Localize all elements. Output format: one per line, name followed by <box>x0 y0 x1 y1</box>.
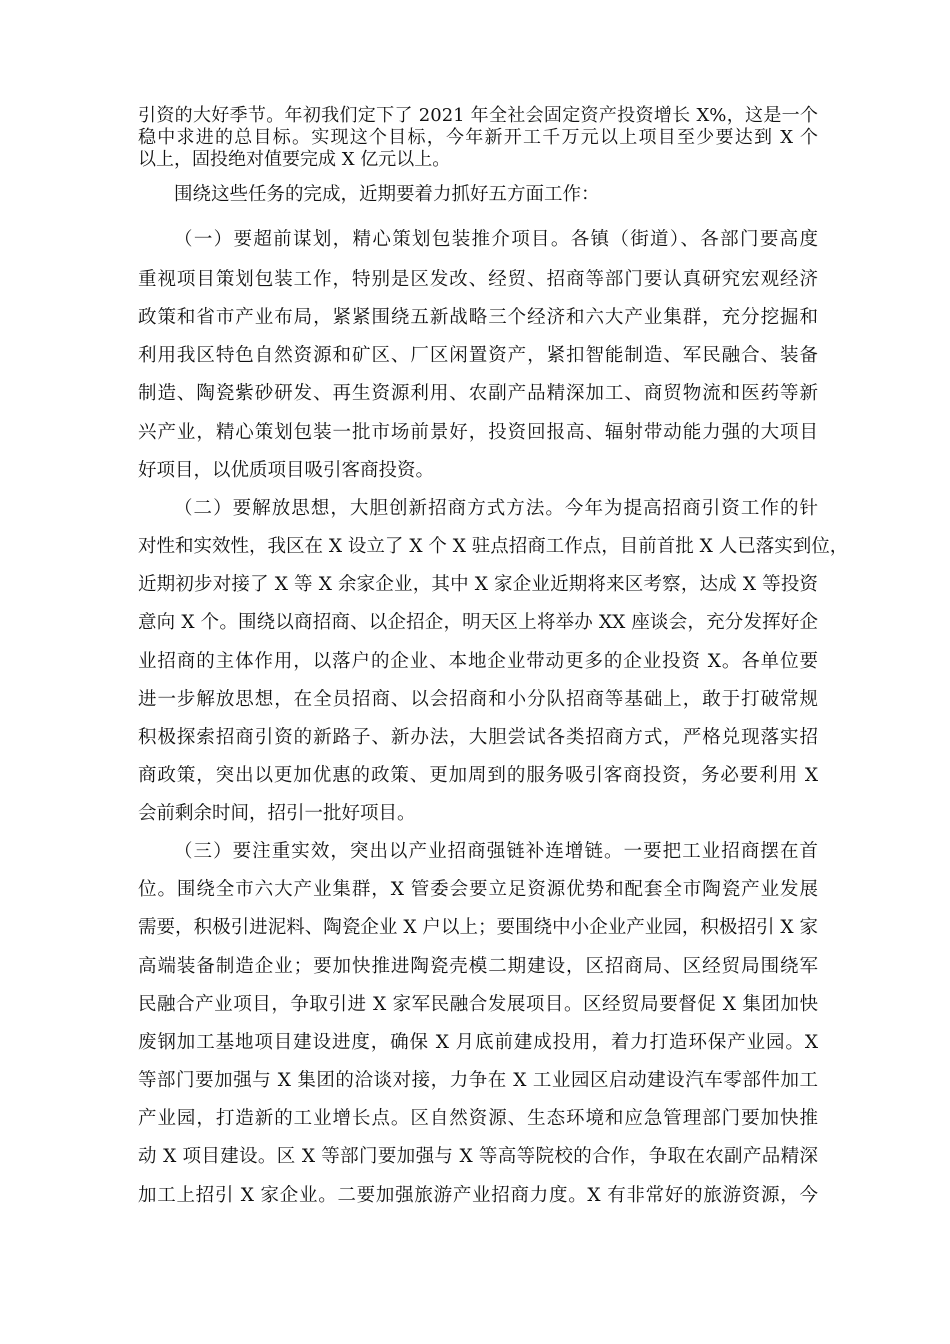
section1-line-2: 重视项目策划包装工作，特别是区发改、经贸、招商等部门要认真研究宏观经济 <box>138 269 818 290</box>
section2-line-5: 业招商的主体作用，以落户的企业、本地企业带动更多的企业投资 X。各单位要 <box>138 651 818 672</box>
lead-paragraph: 围绕这些任务的完成，近期要着力抓好五方面工作： <box>174 184 600 205</box>
section2-line-1: （二）要解放思想，大胆创新招商方式方法。今年为提高招商引资工作的针 <box>174 498 818 519</box>
section1-line-5: 制造、陶瓷紫砂研发、再生资源利用、农副产品精深加工、商贸物流和医药等新 <box>138 383 818 404</box>
section2-line-6: 进一步解放思想，在全员招商、以会招商和小分队招商等基础上，敢于打破常规 <box>138 689 818 710</box>
section2-line-4: 意向 X 个。围绕以商招商、以企招企，明天区上将举办 XX 座谈会，充分发挥好企 <box>138 612 818 633</box>
section3-line-5: 民融合产业项目，争取引进 X 家军民融合发展项目。区经贸局要督促 X 集团加快 <box>138 994 818 1015</box>
section1-line-3: 政策和省市产业布局，紧紧围绕五新战略三个经济和六大产业集群，充分挖掘和 <box>138 307 818 328</box>
section3-line-6: 废钢加工基地项目建设进度，确保 X 月底前建成投用，着力打造环保产业园。X <box>138 1032 818 1053</box>
section2-line-7: 积极探索招商引资的新路子、新办法，大胆尝试各类招商方式，严格兑现落实招 <box>138 727 818 748</box>
section1-line-4: 利用我区特色自然资源和矿区、厂区闲置资产，紧扣智能制造、军民融合、装备 <box>138 345 818 366</box>
intro-line-2: 稳中求进的总目标。实现这个目标，今年新开工千万元以上项目至少要达到 X 个 <box>138 127 818 148</box>
section1-line-6: 兴产业，精心策划包装一批市场前景好，投资回报高、辐射带动能力强的大项目 <box>138 422 818 443</box>
section3-line-2: 位。围绕全市六大产业集群，X 管委会要立足资源优势和配套全市陶瓷产业发展 <box>138 879 818 900</box>
section3-line-7: 等部门要加强与 X 集团的洽谈对接，力争在 X 工业园区启动建设汽车零部件加工 <box>138 1070 818 1091</box>
section3-line-10: 加工上招引 X 家企业。二要加强旅游产业招商力度。X 有非常好的旅游资源，今 <box>138 1185 818 1206</box>
section3-line-9: 动 X 项目建设。区 X 等部门要加强与 X 等高等院校的合作，争取在农副产品精深 <box>138 1146 818 1167</box>
section1-line-1: （一）要超前谋划，精心策划包装推介项目。各镇（街道）、各部门要高度 <box>174 229 818 250</box>
intro-line-3: 以上，固投绝对值要完成 X 亿元以上。 <box>138 149 451 170</box>
intro-line-1: 引资的大好季节。年初我们定下了 2021 年全社会固定资产投资增长 X%，这是一个 <box>138 105 818 126</box>
section1-line-7: 好项目，以优质项目吸引客商投资。 <box>138 460 435 481</box>
section2-line-3: 近期初步对接了 X 等 X 余家企业，其中 X 家企业近期将来区考察，达成 X 等投资 <box>138 574 818 595</box>
section2-line-8: 商政策，突出以更加优惠的政策、更加周到的服务吸引客商投资，务必要利用 X <box>138 765 818 786</box>
section3-line-3: 需要，积极引进泥料、陶瓷企业 X 户以上；要围绕中小企业产业园，积极招引 X 家 <box>138 917 818 938</box>
section3-line-8: 产业园，打造新的工业增长点。区自然资源、生态环境和应急管理部门要加快推 <box>138 1108 818 1129</box>
section2-line-2: 对性和实效性，我区在 X 设立了 X 个 X 驻点招商工作点，目前首批 X 人已落实到位， <box>138 536 849 557</box>
section3-line-1: （三）要注重实效，突出以产业招商强链补连增链。一要把工业招商摆在首 <box>174 841 818 862</box>
section3-line-4: 高端装备制造企业；要加快推进陶瓷壳模二期建设，区招商局、区经贸局围绕军 <box>138 956 818 977</box>
section2-line-9: 会前剩余时间，招引一批好项目。 <box>138 803 416 824</box>
